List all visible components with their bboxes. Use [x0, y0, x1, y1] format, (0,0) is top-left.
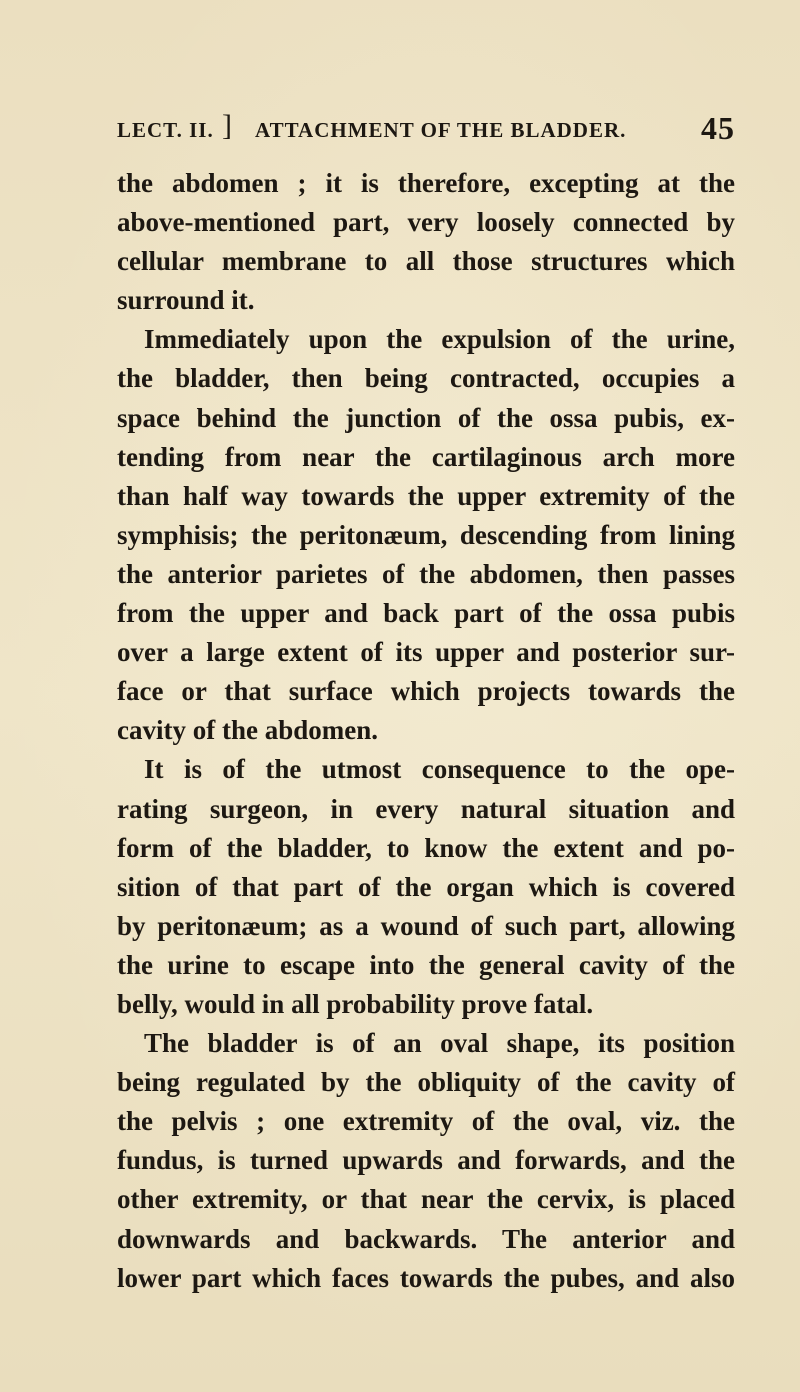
text-line: the bladder, then being contracted, occupies a	[117, 363, 735, 394]
text-line: fundus, is turned upwards and forwards, and the	[117, 1145, 735, 1176]
chapter-title: ATTACHMENT OF THE BLADDER.	[255, 118, 627, 142]
text-line: the anterior parietes of the abdomen, then passes	[117, 558, 735, 589]
text-line: the pelvis ; one extremity of the oval, viz. the	[117, 1106, 735, 1137]
text-line: downwards and backwards. The anterior and	[117, 1223, 735, 1254]
text-line: the abdomen ; it is therefore, excepting at the	[117, 168, 735, 198]
text-line: above-mentioned part, very loosely connected by	[117, 207, 735, 238]
text-line: Immediately upon the expulsion of the urine,	[144, 324, 735, 355]
text-line: by peritonæum; as a wound of such part, allowing	[117, 910, 735, 941]
text-line: sition of that part of the organ which is covered	[117, 871, 735, 902]
body-text	[117, 164, 735, 1298]
text-line: face or that surface which projects towards the	[117, 676, 735, 707]
text-line: over a large extent of its upper and posterior sur-	[117, 637, 735, 668]
text-line: lower part which faces towards the pubes, and also	[117, 1262, 735, 1293]
text-line: surround it.	[117, 285, 255, 316]
text-line: than half way towards the upper extremity of the	[117, 480, 735, 511]
text-line: cavity of the abdomen.	[117, 715, 378, 746]
text-line: from the upper and back part of the ossa pubis	[117, 598, 735, 629]
text-line: It is of the utmost consequence to the ope-	[144, 754, 735, 785]
text-line: space behind the junction of the ossa pubis, ex-	[117, 402, 735, 433]
text-line: symphisis; the peritonæum, descending from lining	[117, 519, 735, 550]
text-line: the urine to escape into the general cavity of the	[117, 949, 735, 980]
running-head	[117, 109, 735, 152]
text-line: being regulated by the obliquity of the cavity of	[117, 1067, 735, 1098]
text-line: belly, would in all probability prove fatal.	[117, 988, 594, 1019]
text-line: tending from near the cartilaginous arch more	[117, 441, 735, 472]
text-line: cellular membrane to all those structures which	[117, 246, 735, 277]
text-line: form of the bladder, to know the extent and po-	[117, 832, 735, 863]
page-number: 45	[701, 110, 735, 146]
bracket-glyph: ]	[222, 109, 233, 142]
text-line: rating surgeon, in every natural situation and	[117, 793, 735, 824]
lecture-number: LECT. II.	[117, 118, 214, 142]
text-line: The bladder is of an oval shape, its position	[144, 1028, 735, 1059]
text-line: other extremity, or that near the cervix, is placed	[117, 1184, 735, 1215]
